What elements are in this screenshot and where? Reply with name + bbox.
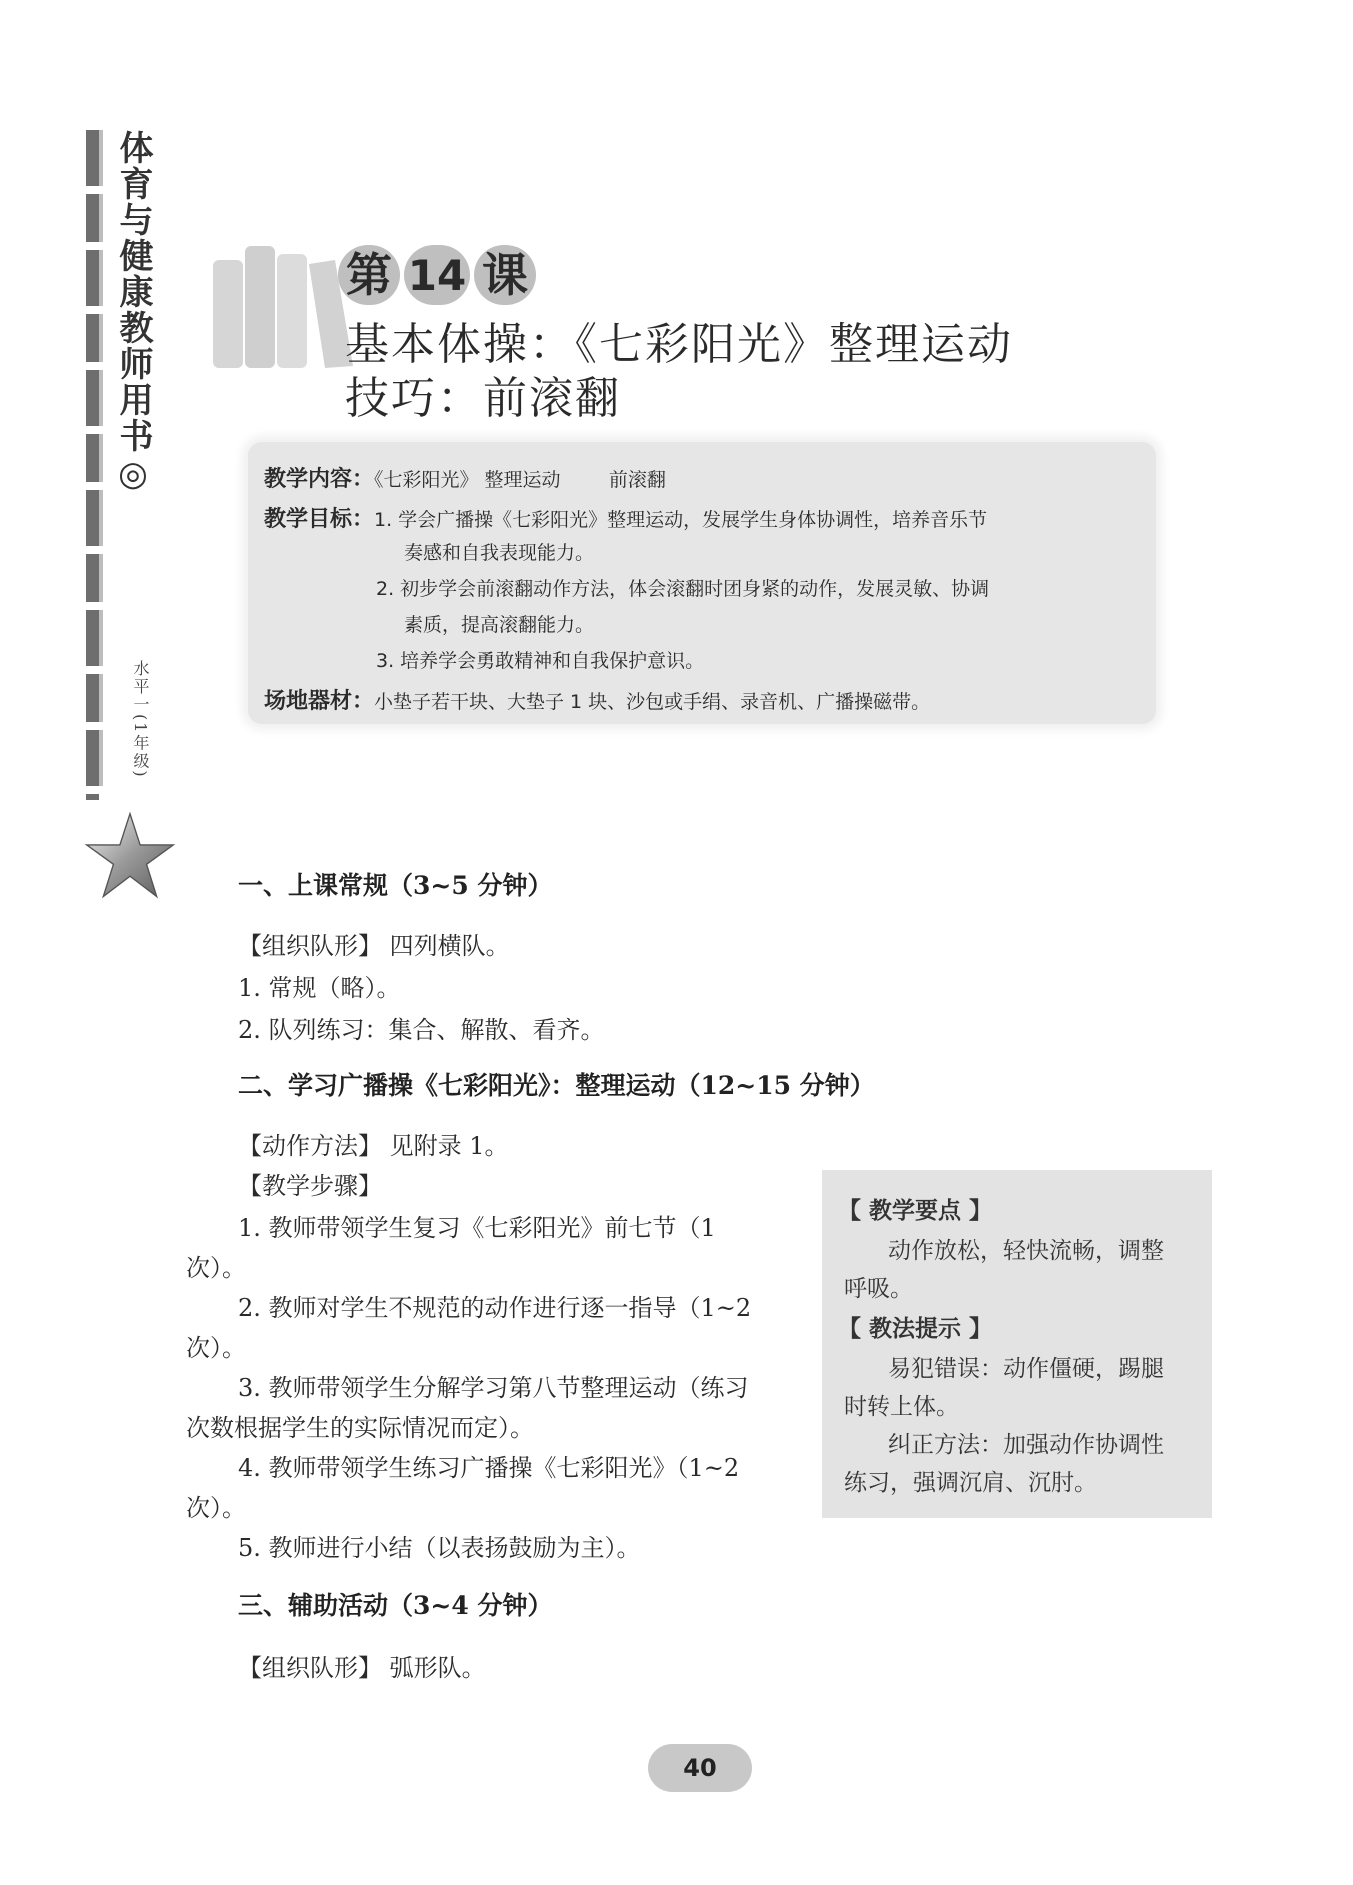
- page-number: 40: [648, 1744, 752, 1792]
- lesson-title-line2: 技巧：前滚翻: [345, 373, 621, 424]
- goal-line: 素质，提高滚翻能力。: [404, 614, 595, 636]
- lesson-number-badge: [338, 245, 536, 305]
- body-line: 5. 教师进行小结（以表扬鼓励为主）。: [238, 1534, 641, 1562]
- section-heading: 三、辅助活动（3~4 分钟）: [238, 1591, 553, 1620]
- lesson-prefix: 第: [338, 245, 400, 305]
- grade-level: 水平一(1年级): [131, 660, 150, 779]
- book-title: 体育与健康教师用书◎: [113, 130, 153, 496]
- teaching-content-value: 《七彩阳光》 整理运动 前滚翻: [374, 469, 666, 491]
- teaching-goal-row: [264, 502, 987, 533]
- body-line: 1. 常规（略）。: [238, 974, 401, 1002]
- tips-line: 练习，强调沉肩、沉肘。: [844, 1470, 1097, 1496]
- body-line: 【组织队形】 弧形队。: [238, 1654, 486, 1682]
- body-line: 1. 教师带领学生复习《七彩阳光》前七节（1: [238, 1214, 716, 1242]
- tips-line: 纠正方法：加强动作协调性: [888, 1432, 1164, 1458]
- equipment-value: 小垫子若干块、大垫子 1 块、沙包或手绢、录音机、广播操磁带。: [374, 691, 931, 713]
- section-heading: 一、上课常规（3~5 分钟）: [238, 871, 553, 900]
- tips-line: 时转上体。: [844, 1394, 959, 1420]
- body-line: 【教学步骤】: [238, 1172, 382, 1200]
- lesson-title-line1: 基本体操：《七彩阳光》整理运动: [345, 319, 1013, 370]
- lesson-info-box: [248, 442, 1156, 724]
- equipment-label: 场地器材：: [264, 689, 375, 714]
- books-icon: [205, 240, 355, 370]
- margin-bars: [86, 130, 102, 800]
- goal-line: 3. 培养学会勇敢精神和自我保护意识。: [376, 650, 705, 672]
- body-line: 3. 教师带领学生分解学习第八节整理运动（练习: [238, 1374, 749, 1402]
- tips-line: 易犯错误：动作僵硬，踢腿: [888, 1356, 1164, 1382]
- tips-heading-key-points: 【 教学要点 】: [838, 1198, 993, 1224]
- tips-box: [822, 1170, 1212, 1518]
- teaching-content-row: [264, 462, 666, 493]
- section-heading: 二、学习广播操《七彩阳光》：整理运动（12~15 分钟）: [238, 1071, 875, 1100]
- body-line: 次数根据学生的实际情况而定）。: [186, 1414, 534, 1442]
- body-line: 【动作方法】 见附录 1。: [238, 1132, 509, 1160]
- tips-heading-method: 【 教法提示 】: [838, 1316, 993, 1342]
- body-line: 【组织队形】 四列横队。: [238, 932, 510, 960]
- body-line: 2. 队列练习：集合、解散、看齐。: [238, 1016, 605, 1044]
- body-line: 次）。: [186, 1334, 246, 1362]
- goal-line: 2. 初步学会前滚翻动作方法，体会滚翻时团身紧的动作，发展灵敏、协调: [376, 578, 990, 600]
- goal-line: 奏感和自我表现能力。: [404, 542, 595, 564]
- goal-line: 1. 学会广播操《七彩阳光》整理运动，发展学生身体协调性，培养音乐节: [374, 509, 988, 531]
- equipment-row: [264, 684, 930, 715]
- tips-line: 动作放松，轻快流畅，调整: [888, 1238, 1164, 1264]
- tips-line: 呼吸。: [844, 1276, 913, 1302]
- lesson-number: 14: [404, 245, 470, 305]
- star-icon: [84, 810, 176, 902]
- body-line: 4. 教师带领学生练习广播操《七彩阳光》（1~2: [238, 1454, 740, 1482]
- body-line: 次）。: [186, 1494, 246, 1522]
- body-line: 2. 教师对学生不规范的动作进行逐一指导（1~2: [238, 1294, 752, 1322]
- lesson-suffix: 课: [474, 245, 536, 305]
- body-line: 次）。: [186, 1254, 246, 1282]
- teaching-goal-label: 教学目标：: [264, 507, 375, 532]
- teaching-content-label: 教学内容：: [264, 467, 375, 492]
